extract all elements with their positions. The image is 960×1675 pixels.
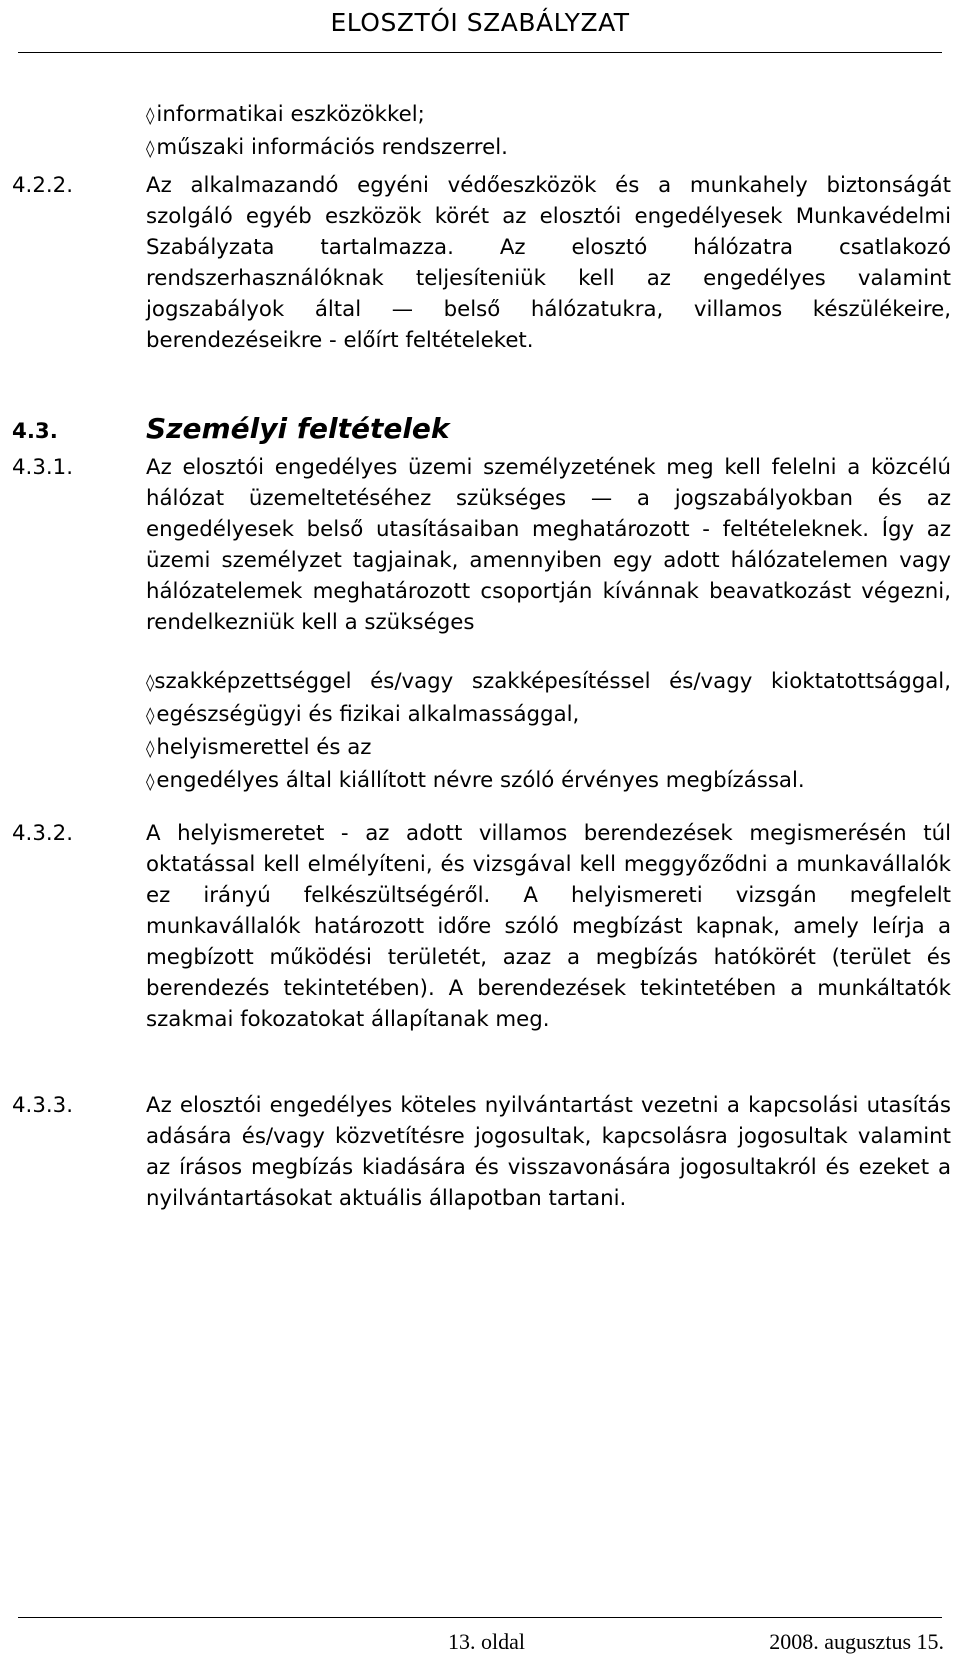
section-number: 4.3. [12, 419, 58, 444]
paragraph-number: 4.3.1. [12, 455, 73, 480]
diamond-bullet-icon: ◊ [146, 706, 155, 726]
header-rule [18, 52, 942, 53]
section-title: Személyi feltételek [146, 412, 450, 445]
paragraph-4-3-2: A helyismeretet - az adott villamos berendezések megismerésén túl oktatással kell elmélyíteni, és vizsgával kell meggyőződni a munkavállalók ez irányú felkészültségéről. A helyismereti vizsgán megfelelt munkavállalók határozott időre szóló megbízást kapnak, amely leírja a megbízott működési területét, azaz a megbízás hatókörét (terület és berendezés tekintetében). A berendezések tekintetében a munkáltatók szakmai fokozatokat állapítanak meg. [146, 821, 951, 1032]
diamond-bullet-icon: ◊ [146, 772, 155, 792]
diamond-bullet-icon: ◊ [146, 106, 155, 126]
list-item: ◊szakképzettséggel és/vagy szakképesítéssel és/vagy kioktatottsággal, [146, 669, 951, 694]
list-item: ◊helyismerettel és az [146, 735, 372, 760]
diamond-bullet-icon: ◊ [146, 139, 155, 159]
footer-date: 2008. augusztus 15. [769, 1629, 944, 1654]
paragraph-4-2-2: Az alkalmazandó egyéni védőeszközök és a munkahely biztonságát szolgáló egyéb eszközök körét az elosztói engedélyesek Munkavédelmi Szabályzata tartalmazza. Az elosztó hálózatra csatlakozó rendszerhasználóknak teljesíteniük kell az engedélyes valamint jogszabályok által — belső hálózatukra, villamos készülékeire, berendezéseikre - előírt feltételeket. [146, 173, 951, 353]
diamond-bullet-icon: ◊ [146, 739, 155, 759]
list-item: ◊informatikai eszközökkel; [146, 102, 425, 127]
list-item: ◊engedélyes által kiállított névre szóló érvényes megbízással. [146, 768, 805, 793]
requirements-bullet-list [146, 666, 951, 798]
diamond-bullet-icon: ◊ [146, 673, 155, 693]
footer-page-number: 13. oldal [448, 1629, 525, 1654]
page-header-title: ELOSZTÓI SZABÁLYZAT [330, 8, 630, 37]
footer-rule [18, 1617, 942, 1618]
paragraph-4-3-3: Az elosztói engedélyes köteles nyilvántartást vezetni a kapcsolási utasítás adására és/vagy közvetítésre jogosultak, kapcsolásra jogosultak valamint az írásos megbízás kiadására és visszavonására jogosultakról és ezeket a nyilvántartásokat aktuális állapotban tartani. [146, 1093, 951, 1211]
paragraph-number: 4.2.2. [12, 173, 73, 198]
top-bullet-list [146, 99, 951, 165]
paragraph-number: 4.3.2. [12, 821, 73, 846]
list-item: ◊műszaki információs rendszerrel. [146, 135, 508, 160]
list-item: ◊egészségügyi és fizikai alkalmassággal, [146, 702, 580, 727]
section-heading [12, 412, 450, 445]
paragraph-number: 4.3.3. [12, 1093, 73, 1118]
paragraph-4-3-1: Az elosztói engedélyes üzemi személyzetének meg kell felelni a közcélú hálózat üzemeltetéséhez szükséges — a jogszabályokban és az engedélyesek belső utasításaiban meghatározott - feltételeknek. Így az üzemi személyzet tagjainak, amennyiben egy adott hálózatelemen vagy hálózatelemek meghatározott csoportján kívánnak beavatkozást végezni, rendelkezniük kell a szükséges [146, 455, 951, 635]
